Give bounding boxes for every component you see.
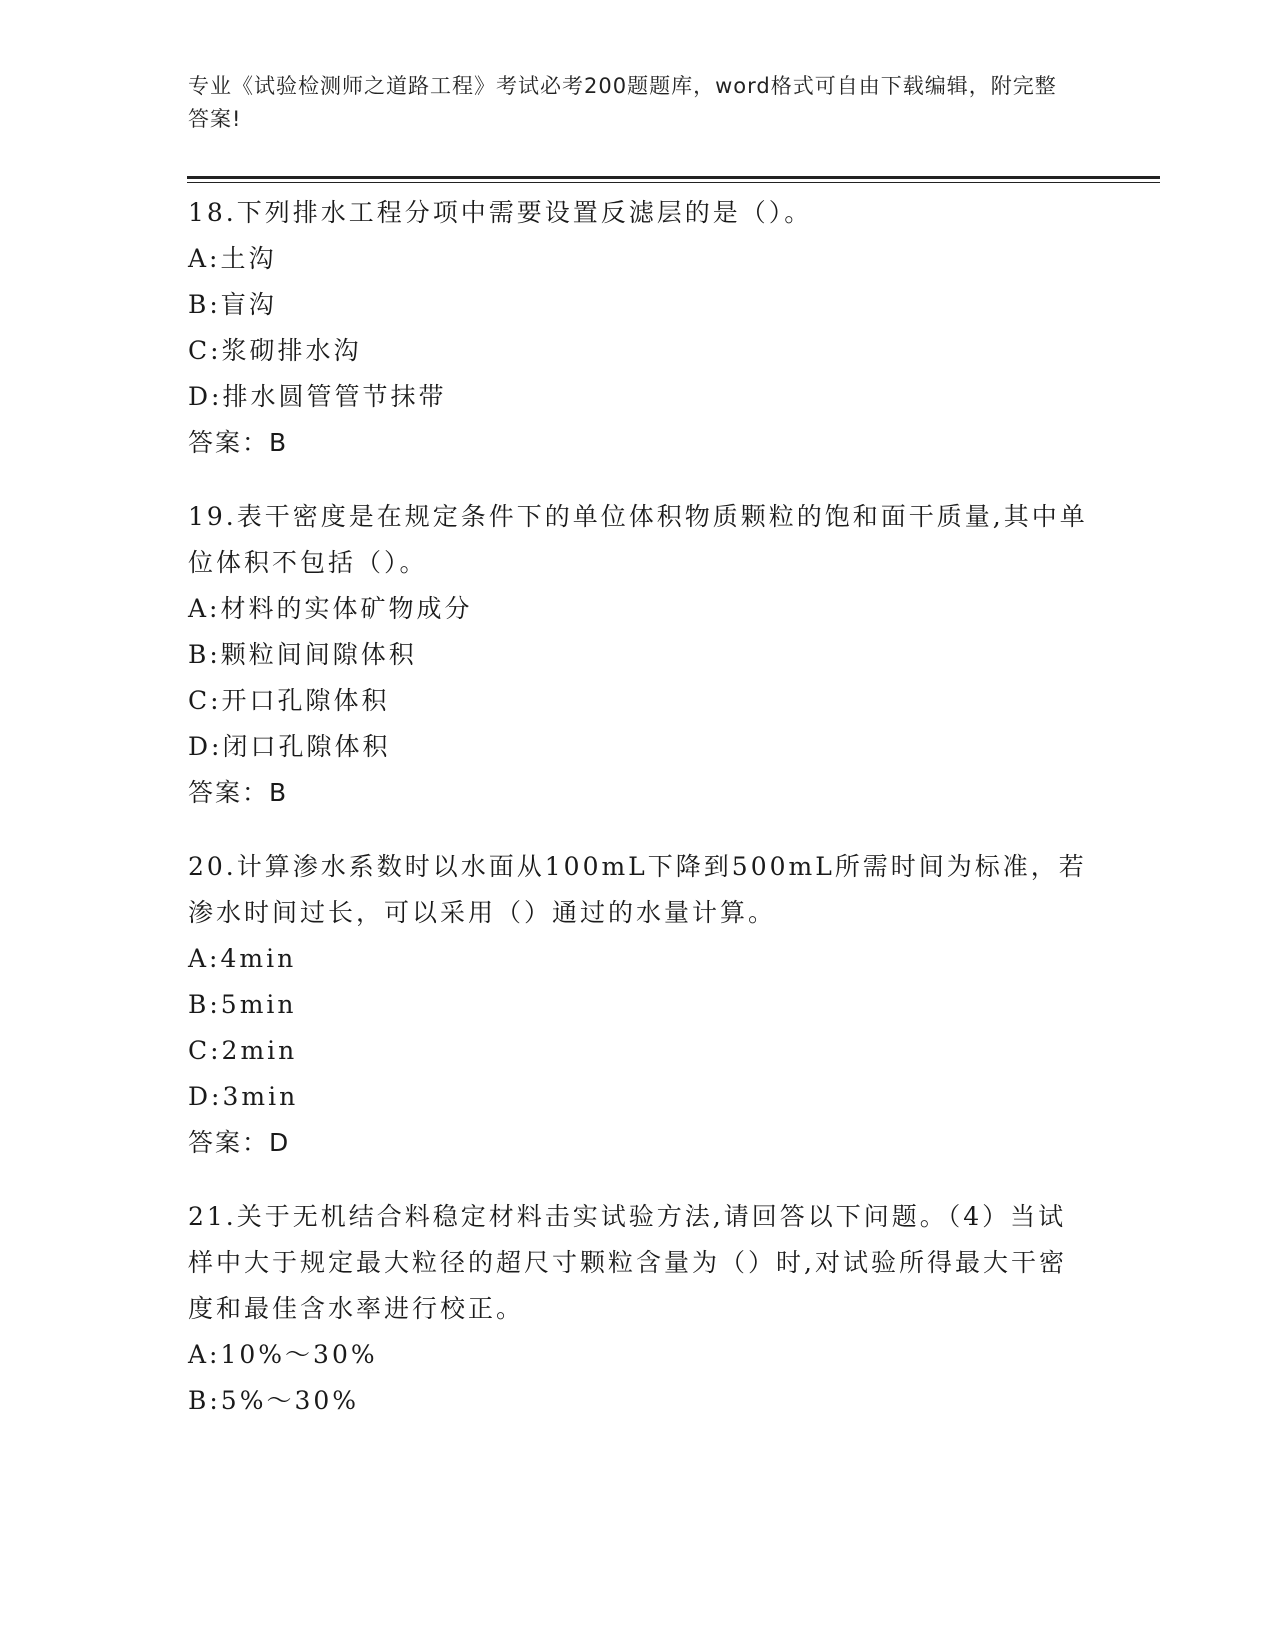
header-divider bbox=[187, 176, 1160, 179]
question-20 bbox=[188, 844, 1088, 1166]
answer: 答案：D bbox=[188, 1128, 291, 1157]
answer: 答案：B bbox=[188, 778, 289, 807]
option-d: D:3min bbox=[188, 1082, 299, 1111]
option-b: B:盲沟 bbox=[188, 290, 277, 319]
option-d: D:闭口孔隙体积 bbox=[188, 732, 391, 761]
option-c: C:浆砌排水沟 bbox=[188, 336, 362, 365]
question-18 bbox=[188, 190, 1088, 466]
question-stem: 20.计算渗水系数时以水面从100mL下降到500mL所需时间为标准，若渗水时间过长，可以采用（）通过的水量计算。 bbox=[188, 852, 1087, 927]
answer: 答案：B bbox=[188, 428, 289, 457]
question-list bbox=[188, 190, 1088, 1452]
question-21 bbox=[188, 1194, 1088, 1424]
option-a: A:材料的实体矿物成分 bbox=[188, 594, 473, 623]
question-stem: 18.下列排水工程分项中需要设置反滤层的是（）。 bbox=[188, 198, 813, 227]
question-stem: 21.关于无机结合料稳定材料击实试验方法,请回答以下问题。（4）当试样中大于规定最大粒径的超尺寸颗粒含量为（）时,对试验所得最大干密度和最佳含水率进行校正。 bbox=[188, 1202, 1067, 1323]
option-c: C:开口孔隙体积 bbox=[188, 686, 390, 715]
option-d: D:排水圆管管节抹带 bbox=[188, 382, 447, 411]
option-b: B:5%～30% bbox=[188, 1386, 360, 1415]
question-19 bbox=[188, 494, 1088, 816]
document-header: 专业《试验检测师之道路工程》考试必考200题题库，word格式可自由下载编辑，附完整答案! bbox=[188, 74, 1057, 131]
option-a: A:4min bbox=[188, 944, 297, 973]
option-a: A:土沟 bbox=[188, 244, 277, 273]
option-b: B:5min bbox=[188, 990, 297, 1019]
option-b: B:颗粒间间隙体积 bbox=[188, 640, 417, 669]
option-c: C:2min bbox=[188, 1036, 298, 1065]
header-divider-thin bbox=[187, 182, 1160, 183]
option-a: A:10%～30% bbox=[188, 1340, 378, 1369]
question-stem: 19.表干密度是在规定条件下的单位体积物质颗粒的饱和面干质量,其中单位体积不包括（）。 bbox=[188, 502, 1088, 577]
